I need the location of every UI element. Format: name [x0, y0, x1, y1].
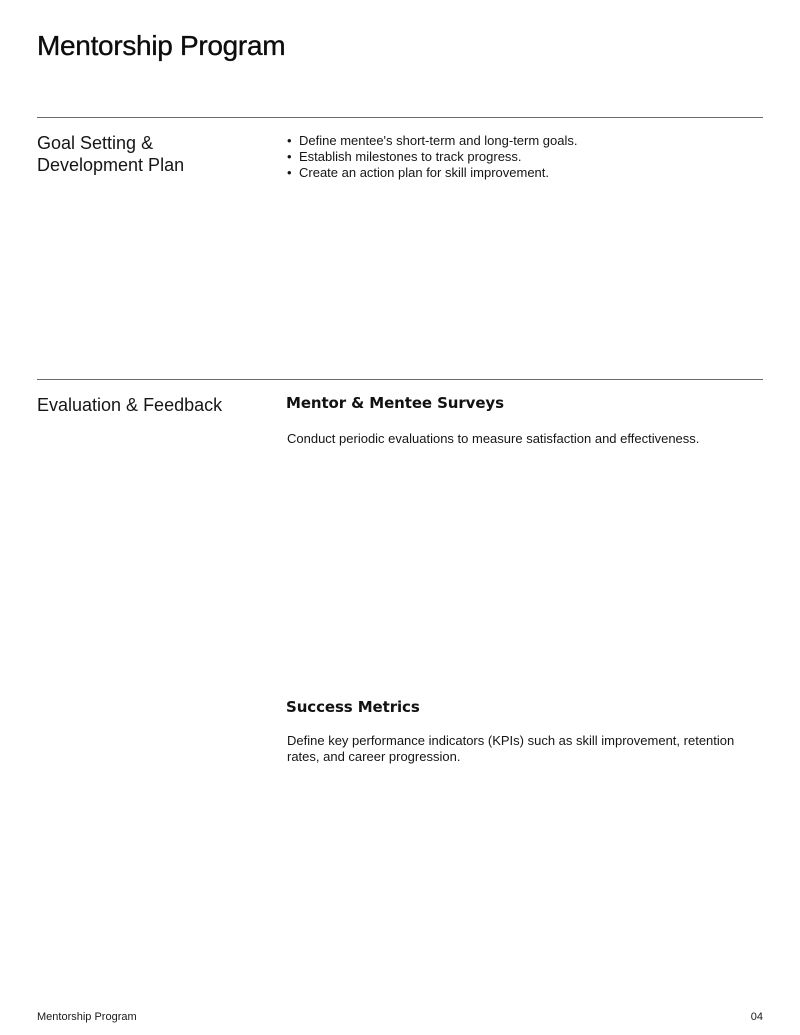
section-label-line: Development Plan	[37, 155, 185, 175]
goal-bullet-list	[287, 133, 578, 181]
list-item	[287, 133, 578, 149]
list-item	[287, 149, 578, 165]
section-divider	[37, 117, 763, 118]
section-label-evaluation: Evaluation & Feedback	[37, 395, 223, 415]
bullet-icon: •	[287, 165, 292, 180]
section-label-line: Goal Setting &	[37, 133, 154, 153]
success-metrics-description: Define key performance indicators (KPIs) such as skill improvement, retention rates, and career progression.	[287, 733, 735, 764]
section-divider	[37, 379, 763, 380]
page-title: Mentorship Program	[37, 30, 286, 61]
section-label-goal-setting	[37, 132, 184, 176]
list-item	[287, 165, 578, 181]
subheading-success-metrics: Success Metrics	[286, 698, 420, 716]
bullet-icon: •	[287, 133, 292, 148]
list-item-text: Define mentee's short-term and long-term goals.	[299, 133, 578, 148]
footer-title: Mentorship Program	[37, 1011, 137, 1023]
list-item-text: Create an action plan for skill improvement.	[299, 165, 550, 180]
list-item-text: Establish milestones to track progress.	[299, 149, 522, 164]
bullet-icon: •	[287, 149, 292, 164]
subheading-surveys: Mentor & Mentee Surveys	[286, 394, 504, 412]
page-number: 04	[750, 1011, 763, 1023]
surveys-description: Conduct periodic evaluations to measure satisfaction and effectiveness.	[287, 431, 700, 446]
